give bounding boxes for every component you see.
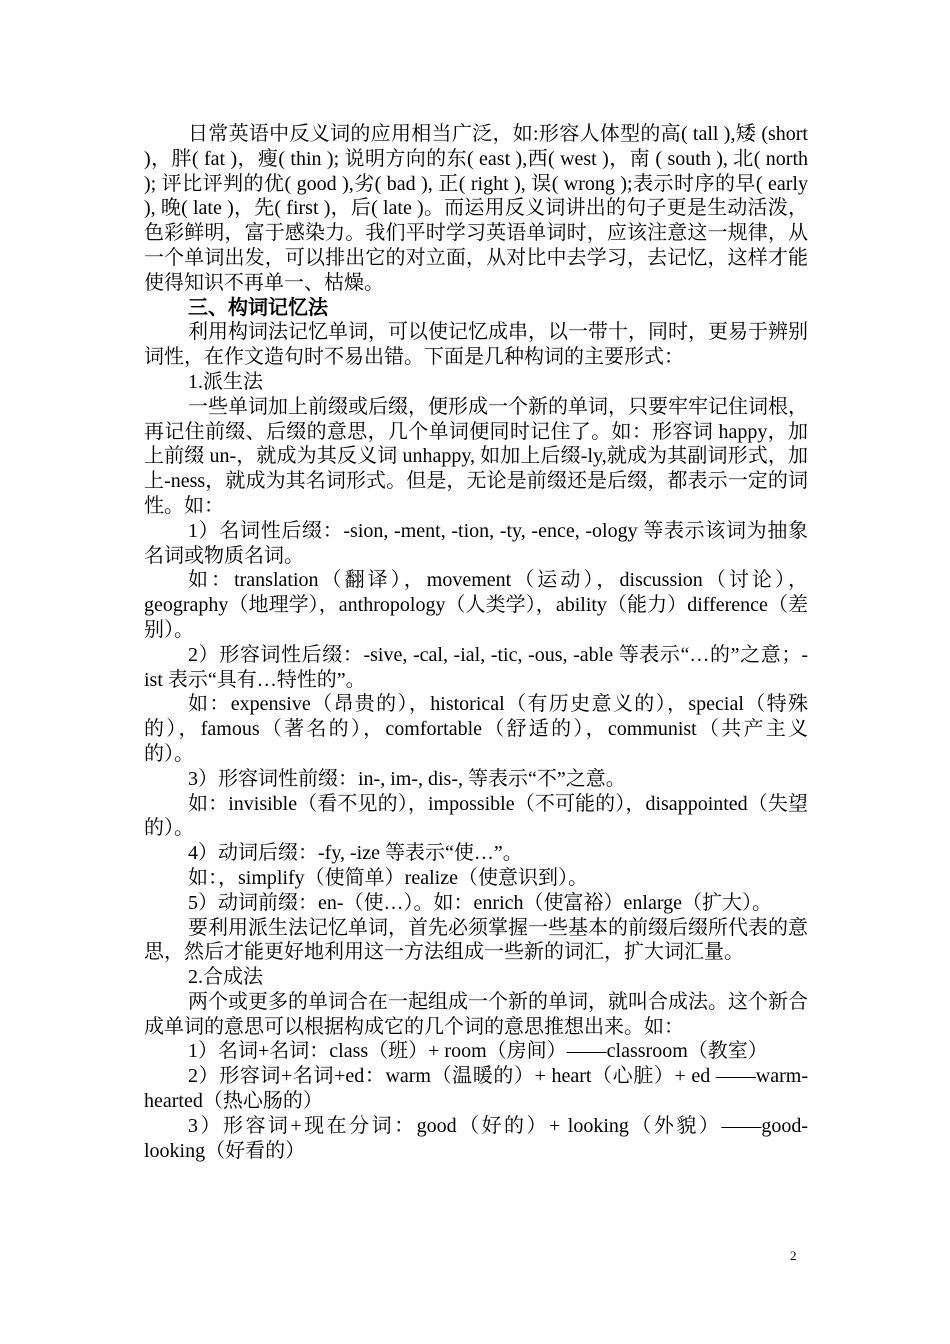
paragraph-antonyms: 日常英语中反义词的应用相当广泛，如:形容人体型的高( tall ),矮 (short )，胖( fat )，瘦( thin ); 说明方向的东( east ),西( west )，南 ( south ), 北( north ); 评比评判的优( good ),劣( bad ), 正( right ), 误( wrong );表示时序的早( early ), 晚( late )，先( first )，后( late )。而运用反义词讲出的句子更是生动活泼，色彩鲜明，富于感染力。我们平时学习英语单词时，应该注意这一规律，从一个单词出发，可以排出它的对立面，从对比中去学习，去记忆，这样才能使得知识不再单一、枯燥。 <box>144 123 808 294</box>
example-line: 如：invisible（看不见的），impossible（不可能的），disappointed（失望的）。 <box>144 792 808 840</box>
list-item: 2）形容词性后缀：-sive, -cal, -ial, -tic, -ous, -able 等表示“…的”之意；-ist 表示“具有…特性的”。 <box>144 643 808 691</box>
paragraph-intro: 利用构词法记忆单词，可以使记忆成串，以一带十，同时，更易于辨别词性，在作文造句时不易出错。下面是几种构词的主要形式： <box>144 321 808 369</box>
page-number: 2 <box>790 1248 797 1263</box>
paragraph-compounding: 两个或更多的单词合在一起组成一个新的单词，就叫合成法。这个新合成单词的意思可以根据构成它的几个词的意思推想出来。如： <box>144 990 808 1038</box>
document-body <box>144 122 808 1163</box>
paragraph-summary: 要利用派生法记忆单词，首先必须掌握一些基本的前缀后缀所代表的意思，然后才能更好地利用这一方法组成一些新的词汇，扩大词汇量。 <box>144 916 808 964</box>
subheading-compounding: 2.合成法 <box>188 966 263 989</box>
list-item: 4）动词后缀：-fy, -ize 等表示“使…”。 <box>188 842 523 865</box>
list-item: 1）名词性后缀：-sion, -ment, -tion, -ty, -ence, -ology 等表示该词为抽象名词或物质名词。 <box>144 519 808 567</box>
list-item: 3）形容词+现在分词：good（好的）+ looking（外貌）——good-looking（好看的） <box>144 1114 808 1162</box>
list-item: 3）形容词性前缀：in-, im-, dis-, 等表示“不”之意。 <box>188 767 626 790</box>
list-item: 2）形容词+名词+ed：warm（温暖的）+ heart（心脏）+ ed ——warm-hearted（热心肠的） <box>144 1065 808 1113</box>
list-item: 1）名词+名词：class（班）+ room（房间）——classroom（教室） <box>188 1040 768 1063</box>
example-line: 如：expensive（昂贵的），historical（有历史意义的），special（特殊的），famous（著名的），comfortable（舒适的），communist（共产主义的）。 <box>144 693 808 765</box>
list-item: 5）动词前缀：en-（使…）。如：enrich（使富裕）enlarge（扩大）。 <box>188 891 772 914</box>
paragraph-derivation: 一些单词加上前缀或后缀，便形成一个新的单词，只要牢牢记住词根，再记住前缀、后缀的意思，几个单词便同时记住了。如：形容词 happy，加上前缀 un-，就成为其反义词 unhappy, 如加上后缀-ly,就成为其副词形式，加上-ness，就成为其名词形式。但是，无论是前缀还是后缀，都表示一定的词性。如： <box>144 395 808 517</box>
subheading-derivation: 1.派生法 <box>188 370 263 393</box>
section-heading: 三、构词记忆法 <box>188 296 328 319</box>
example-line: 如：，simplify（使简单）realize（使意识到）。 <box>188 866 588 889</box>
example-line: 如：translation（翻译），movement（运动），discussion（讨论），geography（地理学），anthropology（人类学），ability（能力）difference（差别）。 <box>144 569 808 641</box>
